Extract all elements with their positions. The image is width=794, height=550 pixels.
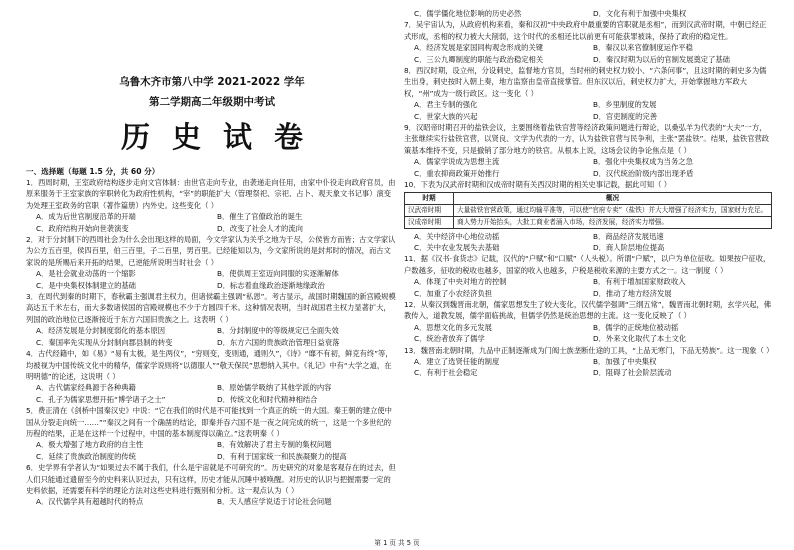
school-name: 乌鲁木齐市第八中学 2021-2022 学年 <box>119 76 305 88</box>
option-c[interactable]: C．秦国率先实现从分封制向郡县制的转变 <box>36 337 173 347</box>
question-options <box>404 99 772 122</box>
question-options <box>404 322 772 345</box>
question-options <box>404 276 772 299</box>
table-cell: 大量盐铁官营政策，通过均输平准等，可以使“官府专卖”（盐铁）并大大增强了经济实力，国家财力充足。 <box>454 204 772 216</box>
option-d[interactable]: D．传统文化和时代精神相结合 <box>217 394 318 404</box>
option-a[interactable]: A．思想文化的多元发展 <box>414 322 492 332</box>
question-options <box>26 325 398 348</box>
option-d[interactable]: D．文化有利于加强中央集权 <box>593 9 687 18</box>
option-b[interactable]: B．天人感应学说适于讨论社会问题 <box>217 497 332 507</box>
option-a[interactable]: A．极大增强了地方政府的自主性 <box>36 440 144 450</box>
question-3 <box>26 291 398 348</box>
question-stem: 9．汉昭帝时期召开的盐铁会议，主要围绕着盐铁官营等经济政策问题进行辩论，以桑弘羊为代表的“大夫”一方，主张继续实行盐铁官营，以贤良、文学为代表的一方，认为盐铁官营与民争利，主张“罢盐铁”。结果，盐铁官营政策基本维持不变，只是撤销了部分地方的铁官。从根本上说，这场会议的争论焦点是（ ） <box>404 123 770 155</box>
question-stem: 3．在周代到秦的时期下，春秋霸主强调君主权力，但诸侯霸主强调“私恩”。考古显示，战国时期魏国的新宫殿规模高达五千米左右，而大多数诸侯国的宫殿规模也不少于方圆四千米。这种情况表明，当时战国君主权力显著扩大，列国的政治地位已逐渐接近于东方六国旧贵族之上。这表明（ ） <box>26 292 396 324</box>
option-d[interactable]: D．阻碍了社会阶层流动 <box>593 368 672 378</box>
option-b[interactable]: B．加强了中央集权 <box>593 356 657 366</box>
option-a[interactable]: A．古代儒家经典源于各种典籍 <box>36 383 136 393</box>
option-c[interactable]: C．是中央集权体制建立的基础 <box>36 280 136 290</box>
option-a[interactable]: A．汉代儒学具有超越时代的特点 <box>36 497 144 507</box>
option-c[interactable]: C．世家大族的兴起 <box>414 111 478 121</box>
question-stem: 6．史学界有学者认为“如果过去不属于我们，什么是宇宙就是不可研究的”。历史研究的对象是客观存在的过去，但人们只能通过遗留至今的史料来认识过去，只有这样，历史才能从沉睡中被唤醒。对历史的认识与把握需要一定的史料依据，还需要有科学的理论方法对这些史料进行甄别和分析。这一观点认为（ ） <box>26 463 396 495</box>
option-b[interactable]: B．儒学的正统地位被动摇 <box>593 322 679 332</box>
question-stem: 1．西周时期，王室政府结构逐步走向文官体制：由世官走向专业，由袭递走向任用，由家中仆役走向政府官员，由原来服务于王室家族的宰职转化为政府性机构，“宰”的职能扩大（管理祭祀、宗祀、占卜、观天象文书记事）演变为处理王室政务的官职（著作篇册）内外史。这些变化（ ） <box>26 178 396 210</box>
option-b[interactable]: B．秦汉以来官僚制度运作平稳 <box>593 43 693 53</box>
question-options <box>26 496 398 507</box>
exam-header <box>26 74 398 156</box>
option-b[interactable]: B．乡里制度的发展 <box>593 100 657 110</box>
table-header-row <box>405 192 772 204</box>
page-number: 第 1 页 共 5 页 <box>374 539 420 547</box>
question-options <box>26 268 398 291</box>
option-c[interactable]: C．三公九卿制度的职能与政治稳定相关 <box>414 54 544 64</box>
question-1 <box>26 177 398 234</box>
option-b[interactable]: B．使供周王室迈向同服的实逐渐解体 <box>217 269 339 279</box>
option-a[interactable]: A．建立了选贤任能的制度 <box>414 356 500 366</box>
question-options <box>26 211 398 234</box>
table-header-cell: 概况 <box>454 192 772 204</box>
exam-term: 第二学期高二年级期中考试 <box>149 96 275 108</box>
option-c[interactable]: C．关中农业发展失去基础 <box>414 242 500 252</box>
question-stem: 11．据《汉书·食货志》记载，汉代的“户赋”和“口赋”（人头税）。所谓“户赋”，以户为单位征收。如果按户征收，户数越多，征收的税收也越多，国家的收入也越多，户税是税收来源的主要方式之一。这一制度（ ） <box>404 254 771 275</box>
question-stem: 10．下表为汉武帝时期和汉成帝时期有关西汉时期的相关史事记载，据此可知（ ） <box>404 180 671 190</box>
option-d[interactable]: D．汉代统治阶级内部出现矛盾 <box>593 168 694 178</box>
question-options <box>404 42 772 65</box>
table-row <box>405 216 772 228</box>
option-b[interactable]: B．商品经济发展迅速 <box>593 231 664 241</box>
option-c[interactable]: C．儒学僵化地位影响的历史必然 <box>414 9 522 18</box>
option-a[interactable]: A．君主专制的强化 <box>414 100 478 110</box>
option-d[interactable]: D．标志着血缘政治逐渐地缘政治 <box>217 280 325 290</box>
question-stem: 12．从秦汉到魏晋南北朝，儒家思想发生了较大变化，汉代儒学强调“三纲五常”，魏晋南北朝时期，玄学兴起，佛教传入，道教发展，儒学面临挑战，但儒学仍然是统治思想的主流。这一变化反映了（ ） <box>404 299 772 321</box>
question-stem: 13．魏晋南北朝时期，九品中正制逐渐成为门阀士族垄断仕途的工具，“上品无寒门，下品无势族”。这一现象（ ） <box>404 345 774 355</box>
option-c[interactable]: C．孔子为儒家思想开拓“博学诸子之士” <box>36 394 166 404</box>
option-c[interactable]: C．统治者放弃了儒学 <box>414 334 485 344</box>
question-6-options-continued <box>404 8 772 19</box>
question-stem: 7．吴宇宙认为，从政府机构来看，秦和汉初“中央政府中最重要的官职就是丞相”，而到汉武帝时期，中朝已经正式形成，丞相的权力被大大削弱，这个时代的丞相还比以前更有可能获罪被诛，保持了政府的稳定性。 <box>404 20 767 41</box>
table-cell: 商人势力开始抬头，大批工商业者涌入市场，经济发展，经济实力增强。 <box>454 216 772 228</box>
option-c[interactable]: C．重农抑商政策开始推行 <box>414 168 500 178</box>
option-d[interactable]: D．秦汉时期为以后的官制发展奠定了基础 <box>593 54 730 64</box>
option-b[interactable]: B．催生了官僚政治的诞生 <box>217 212 303 222</box>
option-b[interactable]: B．有效解决了君主专制的集权问题 <box>217 440 332 450</box>
option-a[interactable]: A．成为后世官制度沿革的开端 <box>36 212 136 222</box>
option-c[interactable]: C．政府结构开始向世袭演变 <box>36 223 129 233</box>
option-c[interactable]: C．有利于社会稳定 <box>414 368 478 378</box>
question-options <box>404 156 772 179</box>
option-a[interactable]: A．经济发展是家国同构观念形成的关键 <box>414 43 544 53</box>
section-heading: 一、选择题（每题 1.5 分，共 60 分） <box>26 167 160 176</box>
option-d[interactable]: D．推动了地方经济发展 <box>593 288 672 298</box>
question-stem: 5．费正清在《剑桥中国秦汉史》中说：“它在我们的时代是不可能找到一个真正的统一的大国。秦王朝的建立使中国从分裂走向统一……”“秦汉之间有一个确凿的结论，即秦并吞六国不是一夜之间完成的统一，这是一个多世纪的历程的结果，正是在这样一个过程中，中国的基本制度得以确立。”这表明秦（ ） <box>26 406 392 438</box>
question-7 <box>404 19 772 65</box>
option-d[interactable]: D．官吏制度的完善 <box>593 111 657 121</box>
question-5 <box>26 405 398 462</box>
question-stem: 8．西汉时期，设立州，分设刺史，监督地方官员，当时州的刺史权力较小、“六条问事”，且这时期的刺史多为儒生出身，刺史按时入朝上奏，地方监察由皇帝直接掌管。但东汉以后，刺史权力扩大，开始掌握地方军政大权，“州”成为一级行政区。这一变化（ ） <box>404 66 767 98</box>
question-12 <box>404 299 772 345</box>
question-6 <box>26 462 398 508</box>
table-row <box>405 204 772 216</box>
option-d[interactable]: D．商人阶层地位提高 <box>593 242 665 252</box>
question-2 <box>26 234 398 291</box>
option-b[interactable]: B．强化中央集权成为当务之急 <box>593 157 693 167</box>
right-column <box>404 8 772 379</box>
question-9 <box>404 122 772 179</box>
question-10 <box>404 179 772 253</box>
question-table <box>404 192 772 229</box>
question-4 <box>26 348 398 405</box>
option-d[interactable]: D．外来文化取代了本土文化 <box>593 334 687 344</box>
option-c[interactable]: C．延续了贵族政治制度的传统 <box>36 451 136 461</box>
question-options <box>404 356 772 379</box>
table-cell: 汉武帝时期 <box>405 204 454 216</box>
option-a[interactable]: A．关中经济中心地位动摇 <box>414 231 500 241</box>
option-b[interactable]: B．原始儒学吸纳了其他学派的内容 <box>217 383 332 393</box>
question-stem: 4．古代经籍中，如《易》“易有太极，是生两仪”，“穷则变，变则通，通则久”，《诗》“靡不有初，鲜克有终”等，均被视为中国传统文化中的精华，儒家学说则将“以德服人”“敬天保民”思想纳入其中。《礼记》中有“大学之道，在明明德”的论述，这说明（ ） <box>26 349 393 381</box>
question-13 <box>404 345 772 379</box>
option-a[interactable]: A．经济发展是分封制度弱化的基本原因 <box>36 326 166 336</box>
question-options <box>26 382 398 405</box>
table-cell: 汉成帝时期 <box>405 216 454 228</box>
question-8 <box>404 65 772 122</box>
exam-title: 历史试卷 <box>120 120 325 154</box>
question-stem: 2．对于分封制下的西周社会为什么会出现这样的局面，今文学家认为关乎之地为于尽，公侯皆方而皆；古文学家认为公方五百里，侯四百里，伯三百里，子二百里，男百里。已经能知以为，今文家所说的是封邦时的情况，而古文家说的是所赐后来开拓的结果，已逆能所说明当时社会（ ） <box>26 235 396 267</box>
question-options <box>26 439 398 462</box>
option-b[interactable]: B．有利于增加国家财政收入 <box>593 277 686 287</box>
question-options <box>404 231 772 254</box>
option-a[interactable]: A．体现了中央对地方的控制 <box>414 277 507 287</box>
table-header-cell: 时期 <box>405 192 454 204</box>
option-b[interactable]: B．分封制度中的等级规定已全面失效 <box>217 326 339 336</box>
option-c[interactable]: C．加重了小农经济负担 <box>414 288 493 298</box>
left-column <box>26 28 398 508</box>
question-11 <box>404 253 772 299</box>
option-a[interactable]: A．儒家学说成为思想主流 <box>414 157 500 167</box>
option-d[interactable]: D．改变了社会人才的流向 <box>217 223 303 233</box>
option-d[interactable]: D．东方六国的贵族政治管理日益衰落 <box>217 337 340 347</box>
option-d[interactable]: D．有利于国家统一和民族凝聚力的提高 <box>217 451 347 461</box>
option-a[interactable]: A．是社会就业动荡的一个缩影 <box>36 269 136 279</box>
